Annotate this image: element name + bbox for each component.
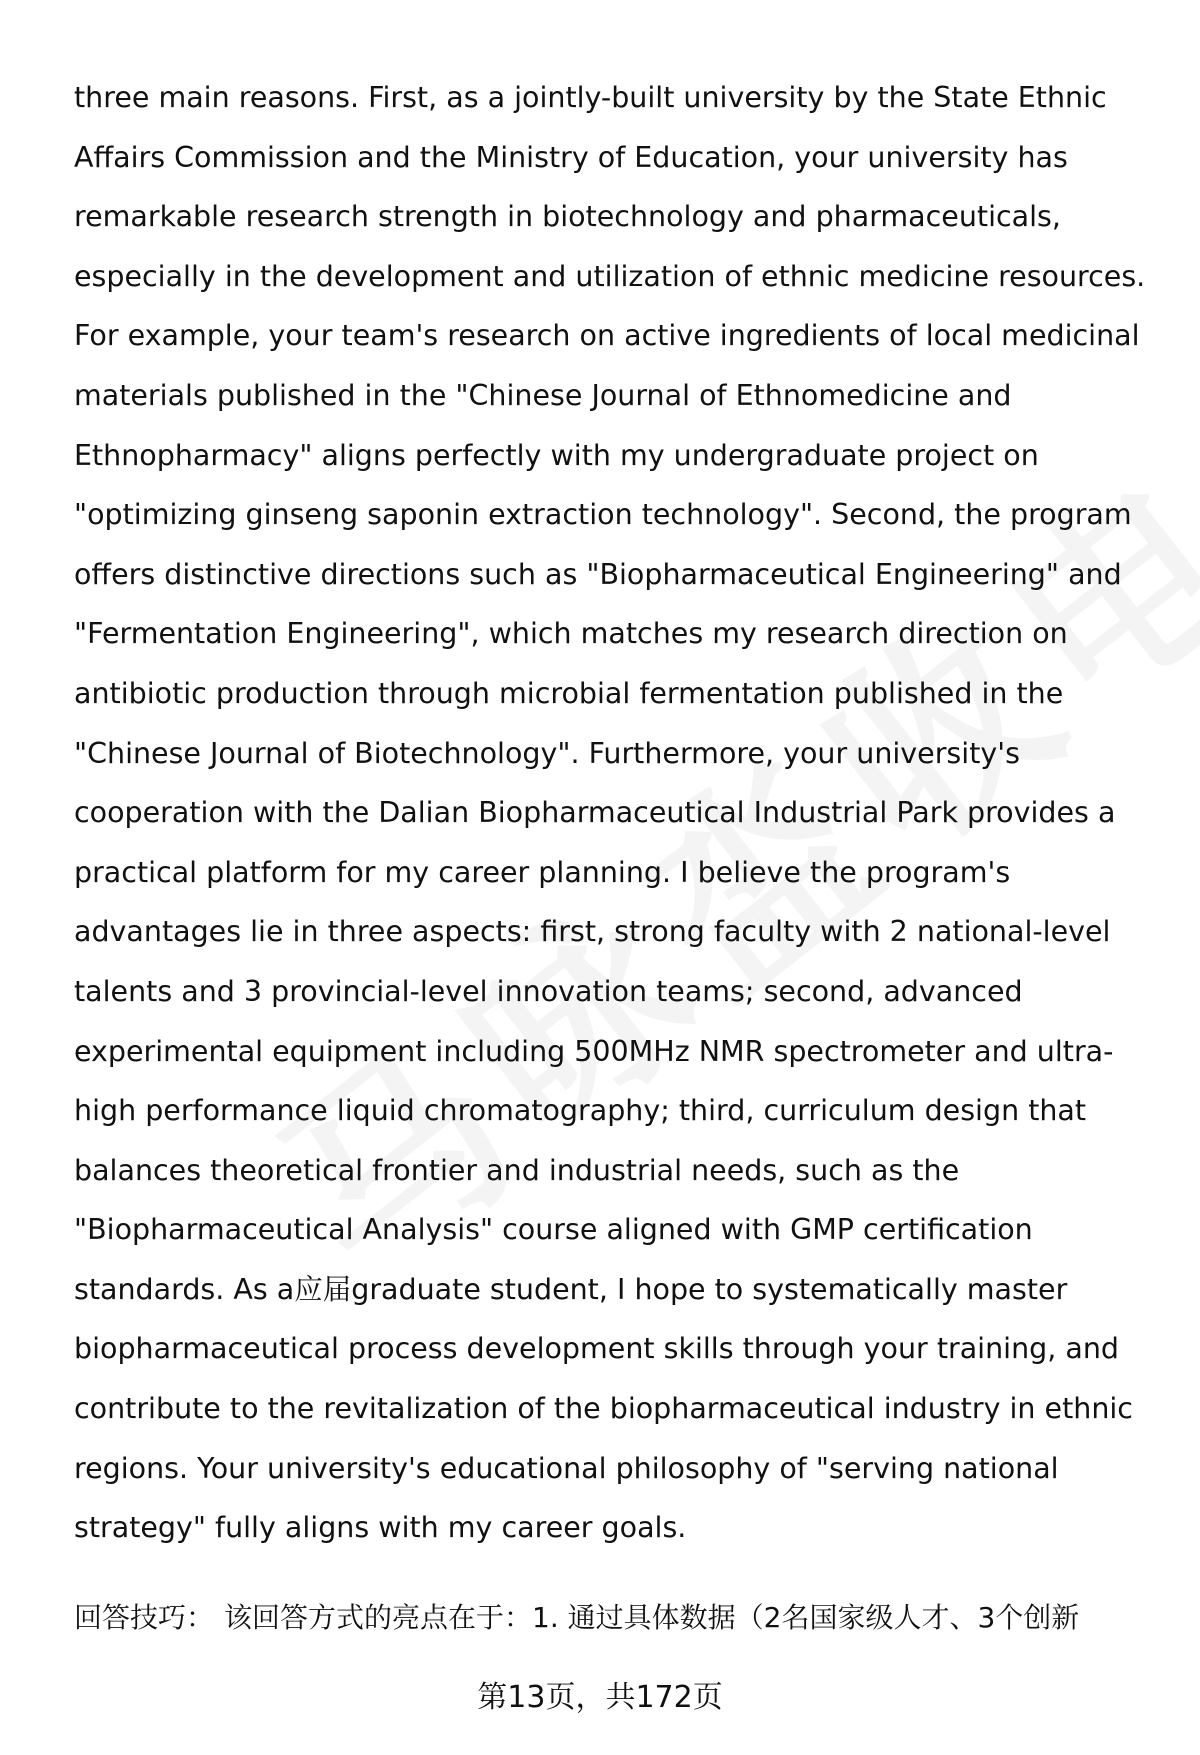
- body-line: For example, your team's research on active ingredients of local medicinal: [74, 319, 1140, 353]
- answer-tips-label: 回答技巧：: [74, 1601, 215, 1634]
- body-line: experimental equipment including 500MHz NMR spectrometer and ultra-: [74, 1034, 1114, 1068]
- body-paragraph: [74, 68, 1144, 1558]
- body-line: Ethnopharmacy" aligns perfectly with my undergraduate project on: [74, 438, 1039, 472]
- page-footer: [0, 1670, 1200, 1726]
- body-line: contribute to the revitalization of the biopharmaceutical industry in ethnic: [74, 1392, 1133, 1426]
- body-line: offers distinctive directions such as "Biopharmaceutical Engineering" and: [74, 557, 1122, 591]
- body-line: "Chinese Journal of Biotechnology". Furthermore, your university's: [74, 736, 1020, 770]
- body-line: cooperation with the Dalian Biopharmaceutical Industrial Park provides a: [74, 796, 1116, 830]
- body-line: high performance liquid chromatography; third, curriculum design that: [74, 1094, 1087, 1128]
- body-line: "Fermentation Engineering", which matches my research direction on: [74, 617, 1068, 651]
- body-line: standards. As a应届graduate student, I hope to systematically master: [74, 1272, 1068, 1306]
- answer-tips-text: 该回答方式的亮点在于：1. 通过具体数据（2名国家级人才、3个创新: [224, 1601, 1080, 1634]
- body-line: biopharmaceutical process development skills through your training, and: [74, 1332, 1119, 1366]
- answer-tips: [74, 1590, 1144, 1646]
- body-line: strategy" fully aligns with my career goals.: [74, 1511, 687, 1545]
- body-line: antibiotic production through microbial fermentation published in the: [74, 676, 1064, 710]
- body-line: remarkable research strength in biotechnology and pharmaceuticals,: [74, 200, 1061, 234]
- body-line: materials published in the "Chinese Journal of Ethnomedicine and: [74, 378, 1012, 412]
- body-line: three main reasons. First, as a jointly-built university by the State Ethnic: [74, 81, 1107, 114]
- page-indicator: 第13页，共172页: [477, 1680, 723, 1715]
- body-line: "optimizing ginseng saponin extraction technology". Second, the program: [74, 498, 1132, 532]
- body-line: advantages lie in three aspects: first, strong faculty with 2 national-level: [74, 915, 1111, 949]
- body-line: "Biopharmaceutical Analysis" course aligned with GMP certification: [74, 1213, 1033, 1247]
- body-line: regions. Your university's educational philosophy of "serving national: [74, 1451, 1059, 1485]
- body-line: balances theoretical frontier and industrial needs, such as the: [74, 1153, 960, 1187]
- body-line: practical platform for my career planning. I believe the program's: [74, 855, 1011, 889]
- body-line: especially in the development and utilization of ethnic medicine resources.: [74, 259, 1146, 293]
- body-line: Affairs Commission and the Ministry of Education, your university has: [74, 140, 1068, 174]
- body-line: talents and 3 provincial-level innovation teams; second, advanced: [74, 974, 1023, 1008]
